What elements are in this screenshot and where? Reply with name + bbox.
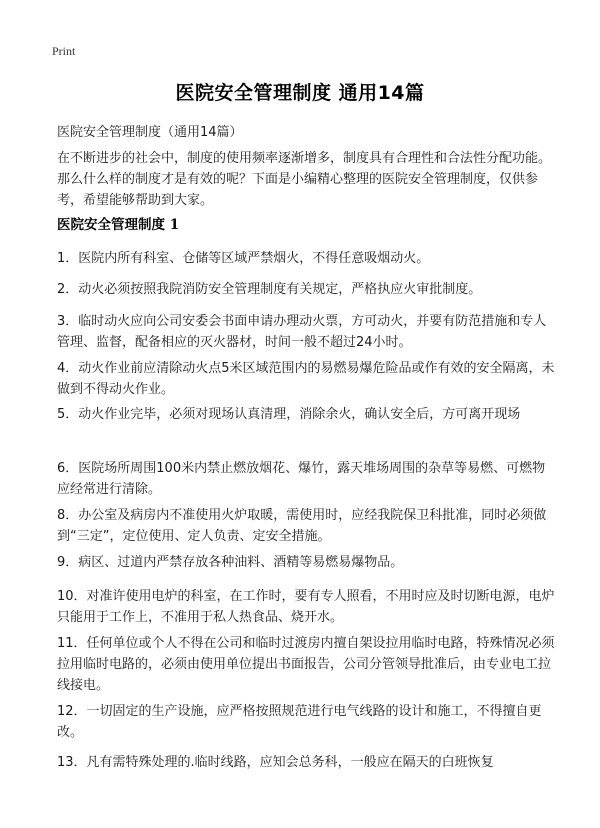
rule-item: 4．动火作业前应清除动火点5米区域范围内的易燃易爆危险品或作有效的安全隔离，未做到不得动火作业。 bbox=[57, 361, 555, 397]
intro-paragraph: 在不断进步的社会中，制度的使用频率逐渐增多，制度具有合理性和合法性分配功能。那么什么样的制度才是有效的呢？下面是小编精心整理的医院安全管理制度，仅供参考，希望能够帮助到大家。 bbox=[57, 151, 552, 208]
page-title: 医院安全管理制度 通用14篇 bbox=[175, 82, 425, 104]
rule-item: 2．动火必须按照我院消防安全管理制度有关规定，严格执应火审批制度。 bbox=[57, 282, 482, 297]
rule-item: 3．临时动火应向公司安委会书面申请办理动火票，方可动火，并要有防范措施和专人管理、监督，配备相应的灭火器材，时间一般不超过24小时。 bbox=[57, 314, 547, 350]
rule-item: 12．一切固定的生产设施，应严格按照规范进行电气线路的设计和施工，不得擅自更改。 bbox=[57, 704, 542, 740]
rule-item: 9．病区、过道内严禁存放各种油料、酒精等易燃易爆物品。 bbox=[57, 555, 404, 570]
rule-item: 10．对准许使用电炉的科室，在工作时，要有专人照看，不用时应及时切断电源，电炉只能用于工作上，不准用于私人热食品、烧开水。 bbox=[57, 589, 555, 625]
rule-item: 5．动火作业完毕，必须对现场认真清理，消除余火，确认安全后，方可离开现场 bbox=[57, 407, 521, 422]
rule-item: 6．医院场所周围100米内禁止燃放烟花、爆竹，露天堆场周围的杂草等易燃、可燃物应经常进行清除。 bbox=[57, 461, 546, 497]
rule-item: 1．医院内所有科室、仓储等区域严禁烟火，不得任意吸烟动火。 bbox=[57, 251, 430, 266]
document-subtitle: 医院安全管理制度（通用14篇） bbox=[57, 125, 243, 140]
rule-item: 8．办公室及病房内不准使用火炉取暖，需使用时，应经我院保卫科批准，同时必须做到“三定”，定位使用、定人负责、定安全措施。 bbox=[57, 508, 547, 544]
section-heading: 医院安全管理制度 1 bbox=[57, 217, 180, 233]
rule-item: 11．任何单位或个人不得在公司和临时过渡房内擅自架设拉用临时电路，特殊情况必须拉用临时电路的，必须由使用单位提出书面报告，公司分管领导批准后，由专业电工拉线接电。 bbox=[57, 636, 555, 693]
rule-item: 13．凡有需特殊处理的.临时线路，应知会总务科，一般应在隔天的白班恢复 bbox=[57, 755, 494, 770]
print-link[interactable]: Print bbox=[52, 44, 76, 58]
